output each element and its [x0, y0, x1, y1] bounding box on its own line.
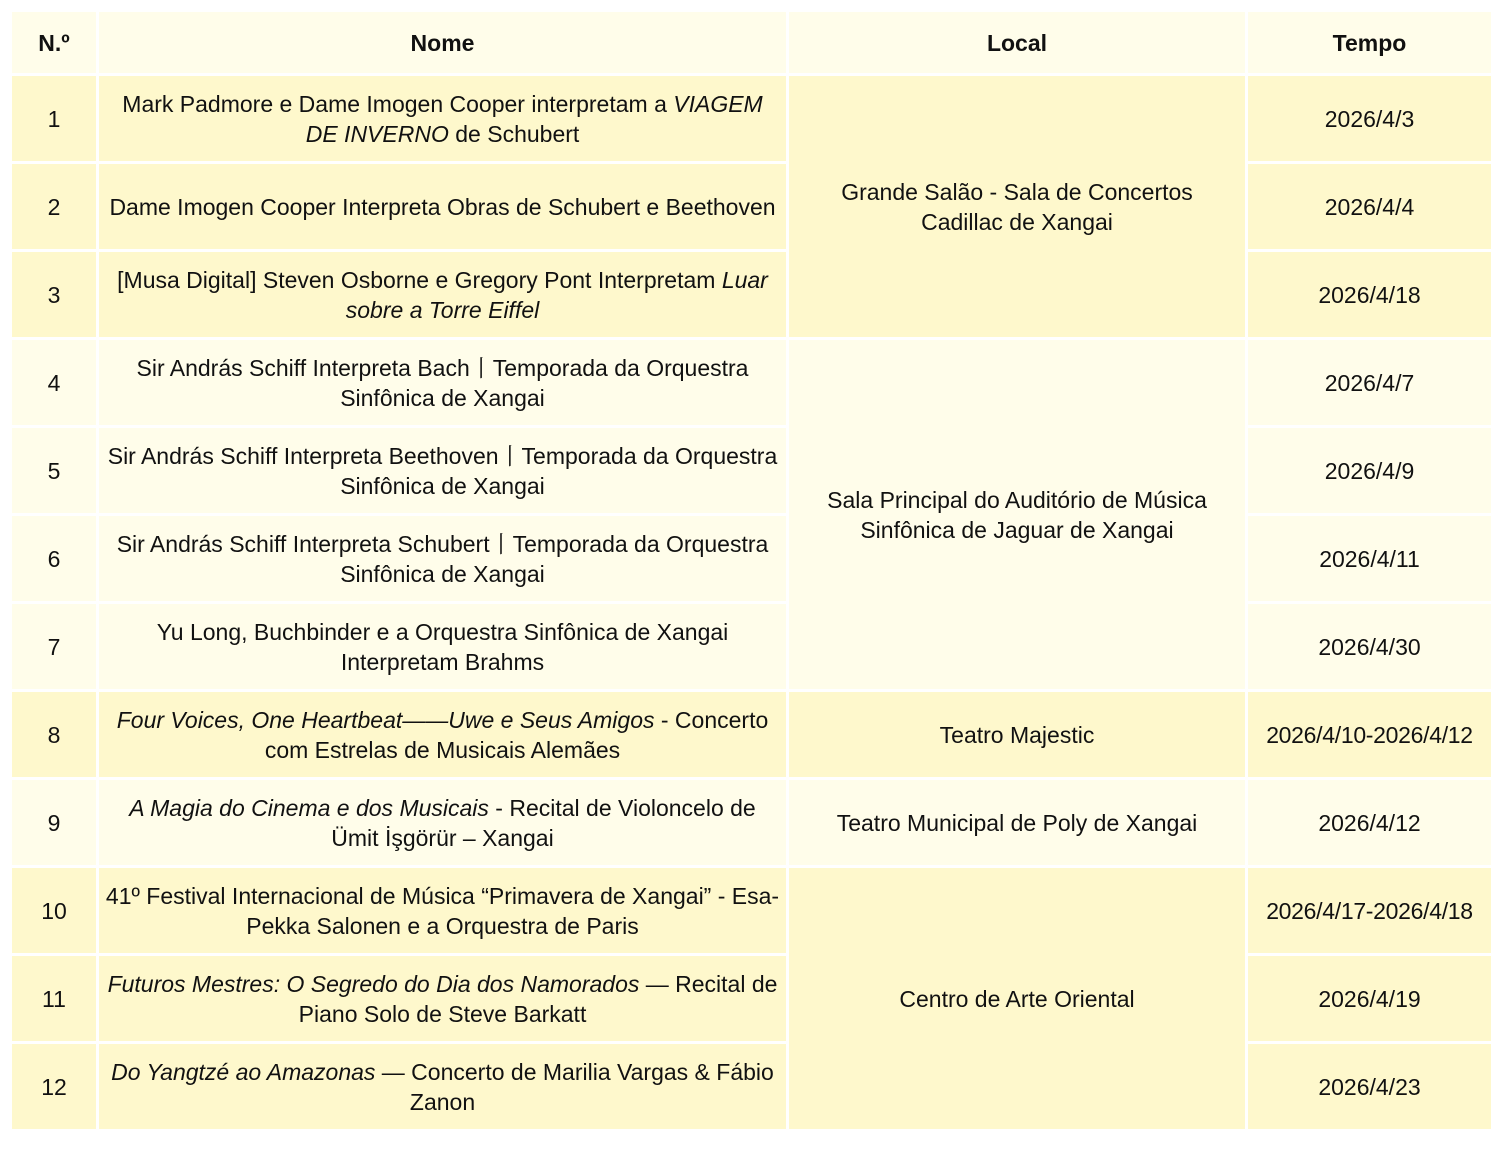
row-number: 4 — [12, 340, 96, 425]
event-name — [99, 164, 786, 249]
table-row — [12, 164, 1491, 249]
event-name-italic-part: Four Voices, One Heartbeat——Uwe e Seus Amigos — [116, 706, 655, 733]
table-header-row — [12, 12, 1491, 73]
table-body — [12, 76, 1491, 1129]
venue-cell: Sala Principal do Auditório de Música Sinfônica de Jaguar de Xangai — [789, 340, 1245, 689]
table-row — [12, 604, 1491, 689]
event-name-part: [Musa Digital] Steven Osborne e Gregory Pont Interpretam — [117, 266, 722, 293]
concert-schedule-table — [9, 9, 1494, 1132]
row-number: 3 — [12, 252, 96, 337]
header-number: N.º — [12, 12, 96, 73]
event-name-part: — Concerto de Marilia Vargas & Fábio Zanon — [375, 1058, 774, 1115]
table-row — [12, 692, 1491, 777]
event-name-part: Sir András Schiff Interpreta Schubert丨Temporada da Orquestra Sinfônica de Xangai — [116, 530, 769, 587]
event-date: 2026/4/12 — [1248, 780, 1491, 865]
event-name — [99, 604, 786, 689]
event-date: 2026/4/4 — [1248, 164, 1491, 249]
event-name — [99, 76, 786, 161]
event-name-part: Yu Long, Buchbinder e a Orquestra Sinfônica de Xangai Interpretam Brahms — [156, 618, 729, 675]
row-number: 11 — [12, 956, 96, 1041]
row-number: 10 — [12, 868, 96, 953]
venue-cell: Teatro Majestic — [789, 692, 1245, 777]
event-name — [99, 868, 786, 953]
event-date: 2026/4/9 — [1248, 428, 1491, 513]
table-row — [12, 780, 1491, 865]
row-number: 8 — [12, 692, 96, 777]
event-name-part: - Concerto com Estrelas de Musicais Alemães — [264, 706, 769, 763]
event-name-part: 41º Festival Internacional de Música “Primavera de Xangai” - Esa-Pekka Salonen e a Orquestra de Paris — [105, 882, 780, 939]
event-name-part: Dame Imogen Cooper Interpreta Obras de Schubert e Beethoven — [109, 193, 776, 220]
event-date: 2026/4/30 — [1248, 604, 1491, 689]
event-name-italic-part: Do Yangtzé ao Amazonas — [111, 1058, 376, 1085]
event-name-italic-part: VIAGEM DE INVERNO — [305, 90, 763, 147]
event-name-italic-part: Luar sobre a Torre Eiffel — [345, 266, 768, 323]
venue-cell: Teatro Municipal de Poly de Xangai — [789, 780, 1245, 865]
event-date: 2026/4/23 — [1248, 1044, 1491, 1129]
event-date: 2026/4/7 — [1248, 340, 1491, 425]
row-number: 9 — [12, 780, 96, 865]
table-row — [12, 1044, 1491, 1129]
event-name — [99, 956, 786, 1041]
event-name — [99, 780, 786, 865]
table-row — [12, 252, 1491, 337]
row-number: 2 — [12, 164, 96, 249]
venue-cell: Centro de Arte Oriental — [789, 868, 1245, 1129]
table-row — [12, 340, 1491, 425]
event-name-italic-part: A Magia do Cinema e dos Musicais — [129, 794, 489, 821]
event-name — [99, 252, 786, 337]
event-date: 2026/4/11 — [1248, 516, 1491, 601]
table-row — [12, 868, 1491, 953]
table-row — [12, 428, 1491, 513]
header-local: Local — [789, 12, 1245, 73]
event-name — [99, 692, 786, 777]
event-name — [99, 516, 786, 601]
event-name-part: Sir András Schiff Interpreta Beethoven丨Temporada da Orquestra Sinfônica de Xangai — [107, 442, 778, 499]
event-date: 2026/4/18 — [1248, 252, 1491, 337]
event-name — [99, 1044, 786, 1129]
header-name: Nome — [99, 12, 786, 73]
row-number: 7 — [12, 604, 96, 689]
event-date: 2026/4/10-2026/4/12 — [1248, 692, 1491, 777]
row-number: 5 — [12, 428, 96, 513]
event-name-part: Sir András Schiff Interpreta Bach丨Temporada da Orquestra Sinfônica de Xangai — [136, 354, 749, 411]
event-name-part: — Recital de Piano Solo de Steve Barkatt — [298, 970, 778, 1027]
event-name-part: - Recital de Violoncelo de Ümit İşgörür – Xangai — [331, 794, 756, 851]
event-name-part: Mark Padmore e Dame Imogen Cooper interpretam a — [122, 90, 674, 117]
event-name — [99, 428, 786, 513]
row-number: 1 — [12, 76, 96, 161]
row-number: 12 — [12, 1044, 96, 1129]
header-time: Tempo — [1248, 12, 1491, 73]
row-number: 6 — [12, 516, 96, 601]
event-date: 2026/4/19 — [1248, 956, 1491, 1041]
event-name — [99, 340, 786, 425]
event-name-italic-part: Futuros Mestres: O Segredo do Dia dos Namorados — [107, 970, 640, 997]
table-row — [12, 956, 1491, 1041]
event-date: 2026/4/3 — [1248, 76, 1491, 161]
venue-cell: Grande Salão - Sala de Concertos Cadillac de Xangai — [789, 76, 1245, 337]
event-date: 2026/4/17-2026/4/18 — [1248, 868, 1491, 953]
table-row — [12, 76, 1491, 161]
table-row — [12, 516, 1491, 601]
event-name-part: de Schubert — [448, 120, 580, 147]
